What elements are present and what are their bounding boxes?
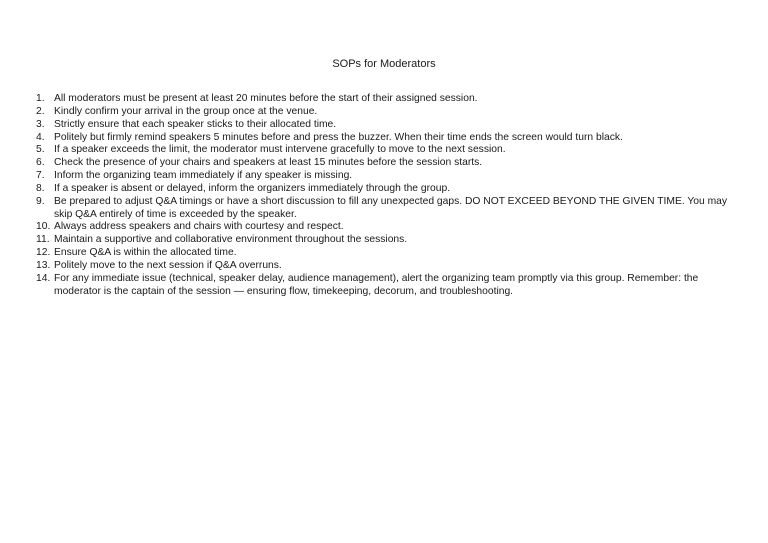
list-item-text: Inform the organizing team immediately if any speaker is missing. bbox=[54, 170, 353, 182]
list-item-number: 10. bbox=[36, 221, 51, 233]
list-item bbox=[36, 119, 736, 132]
list-item bbox=[36, 247, 736, 260]
list-item-number: 5. bbox=[36, 144, 45, 156]
list-item-text: All moderators must be present at least 20 minutes before the start of their assigned session. bbox=[54, 93, 478, 104]
list-item bbox=[36, 183, 736, 196]
list-item-text: Politely but firmly remind speakers 5 minutes before and press the buzzer. When their time ends the screen would turn black. bbox=[54, 131, 623, 143]
list-item bbox=[36, 170, 736, 183]
list-item bbox=[36, 234, 736, 247]
list-item-text: Maintain a supportive and collaborative environment throughout the sessions. bbox=[54, 234, 408, 246]
list-item-number: 4. bbox=[36, 131, 45, 143]
list-item-text: Always address speakers and chairs with courtesy and respect. bbox=[54, 221, 344, 233]
sop-list bbox=[36, 93, 736, 299]
list-item-text: Be prepared to adjust Q&A timings or have a short discussion to fill any unexpected gaps. DO NOT EXCEED BEYOND THE GIVEN TIME. You may skip Q&A entirely of time is exceeded by the speaker. bbox=[54, 195, 728, 220]
list-item-number: 1. bbox=[36, 93, 45, 104]
list-item-text: Strictly ensure that each speaker sticks to their allocated time. bbox=[54, 118, 337, 130]
list-item-number: 2. bbox=[36, 105, 45, 117]
list-item-text: Politely move to the next session if Q&A overruns. bbox=[54, 259, 282, 271]
list-item-number: 12. bbox=[36, 247, 51, 259]
list-item-number: 6. bbox=[36, 157, 45, 169]
list-item-text: If a speaker is absent or delayed, inform the organizers immediately through the group. bbox=[54, 182, 451, 194]
list-item bbox=[36, 106, 736, 119]
list-item bbox=[36, 221, 736, 234]
list-item-number: 8. bbox=[36, 182, 45, 194]
list-item bbox=[36, 273, 736, 299]
document-title: SOPs for Moderators bbox=[332, 58, 436, 70]
list-item-number: 3. bbox=[36, 118, 45, 130]
list-item-number: 9. bbox=[36, 195, 45, 207]
list-item-number: 14. bbox=[36, 272, 51, 284]
list-item bbox=[36, 196, 736, 222]
list-item bbox=[36, 144, 736, 157]
list-item bbox=[36, 157, 736, 170]
list-item-text: If a speaker exceeds the limit, the moderator must intervene gracefully to move to the next session. bbox=[54, 144, 506, 156]
list-item bbox=[36, 260, 736, 273]
list-item-number: 11. bbox=[36, 234, 50, 246]
list-item-text: Kindly confirm your arrival in the group once at the venue. bbox=[54, 105, 318, 117]
list-item-number: 13. bbox=[36, 259, 51, 271]
list-item bbox=[36, 93, 736, 106]
list-item-number: 7. bbox=[36, 170, 45, 182]
list-item-text: Check the presence of your chairs and speakers at least 15 minutes before the session starts. bbox=[54, 157, 483, 169]
list-item-text: For any immediate issue (technical, speaker delay, audience management), alert the organizing team promptly via this group. Remember: the moderator is the captain of the session — ensuring flow, timekeeping, decorum, and troubleshooting. bbox=[54, 272, 699, 297]
list-item-text: Ensure Q&A is within the allocated time. bbox=[54, 247, 237, 259]
list-item bbox=[36, 132, 736, 145]
